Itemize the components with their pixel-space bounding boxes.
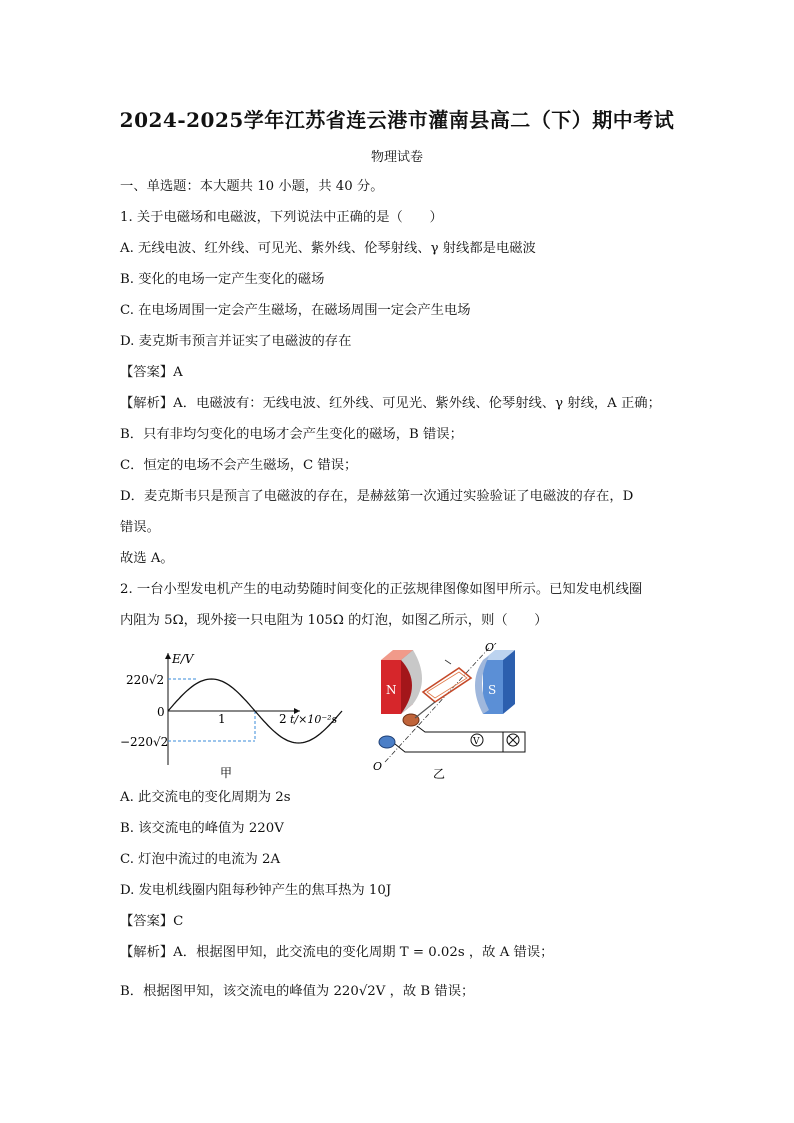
x-tick-1-label: 1 (218, 712, 226, 726)
rotation-arrow (445, 660, 451, 664)
x-axis-label: t/×10⁻²s (290, 713, 338, 726)
y-min-label: −220√2 (120, 735, 169, 749)
y-max-label: 220√2 (126, 673, 165, 687)
q2-analysis-line: 【解析】A．根据图甲知，此交流电的变化周期 T = 0.02s ，故 A 错误； (120, 945, 554, 960)
q1-analysis-line: B．只有非均匀变化的电场才会产生变化的磁场，B 错误； (120, 427, 463, 442)
figure-b-caption: 乙 (433, 767, 446, 781)
slip-ring-lower (379, 736, 395, 748)
q1-analysis-line: 故选 A。 (120, 551, 174, 566)
q2-analysis-line: B．根据图甲知，该交流电的峰值为 220√2V ，故 B 错误； (120, 984, 475, 999)
q1-option-c: C. 在电场周围一定会产生磁场，在磁场周围一定会产生电场 (120, 303, 471, 318)
y-axis-label: E/V (172, 652, 194, 666)
figure-a-caption: 甲 (220, 766, 233, 780)
axis-bottom-label: O (373, 760, 383, 773)
s-magnet-side (503, 650, 515, 714)
q1-analysis-line: 【解析】A．电磁波有：无线电波、红外线、可见光、紫外线、伦琴射线、γ 射线，A 正确； (120, 396, 661, 411)
figure-a-emf-graph (110, 645, 350, 780)
q1-answer: 【答案】A (120, 365, 183, 380)
page-subtitle: 物理试卷 (370, 150, 423, 165)
q2-stem-line: 内阻为 5Ω，现外接一只电阻为 105Ω 的灯泡，如图乙所示，则（ ） (120, 613, 548, 628)
q1-option-b: B. 变化的电场一定产生变化的磁场 (120, 272, 325, 287)
origin-label: 0 (157, 705, 165, 719)
q1-option-a: A. 无线电波、红外线、可见光、紫外线、伦琴射线、γ 射线都是电磁波 (120, 241, 536, 256)
coil-loop (423, 668, 471, 702)
q2-option-c: C. 灯泡中流过的电流为 2A (120, 852, 281, 867)
q2-stem-line: 2. 一台小型发电机产生的电动势随时间变化的正弦规律图像如图甲所示。已知发电机线圈 (120, 582, 643, 597)
q1-stem: 1. 关于电磁场和电磁波，下列说法中正确的是（ ） (120, 210, 443, 225)
q1-analysis-line: C．恒定的电场不会产生磁场，C 错误； (120, 458, 358, 473)
q2-answer: 【答案】C (120, 914, 184, 929)
figure-b-generator (365, 640, 535, 785)
x-tick-2-label: 2 (279, 712, 287, 726)
voltmeter-label: V (473, 737, 480, 747)
slip-ring-upper (403, 714, 419, 726)
n-label: N (386, 683, 397, 697)
q2-option-a: A. 此交流电的变化周期为 2s (120, 790, 291, 805)
page-title: 2024-2025学年江苏省连云港市灌南县高二（下）期中考试 (119, 108, 675, 132)
q2-option-d: D. 发电机线圈内阻每秒钟产生的焦耳热为 10J (120, 883, 392, 898)
q1-analysis-line: D．麦克斯韦只是预言了电磁波的存在，是赫兹第一次通过实验验证了电磁波的存在，D (120, 489, 634, 504)
axis-top-label: O′ (485, 641, 497, 654)
q1-analysis-line: 错误。 (120, 520, 160, 535)
s-label: S (488, 683, 497, 697)
q2-option-b: B. 该交流电的峰值为 220V (120, 821, 284, 836)
section-heading: 一、单选题：本大题共 10 小题，共 40 分。 (120, 179, 384, 194)
q1-option-d: D. 麦克斯韦预言并证实了电磁波的存在 (120, 334, 352, 349)
